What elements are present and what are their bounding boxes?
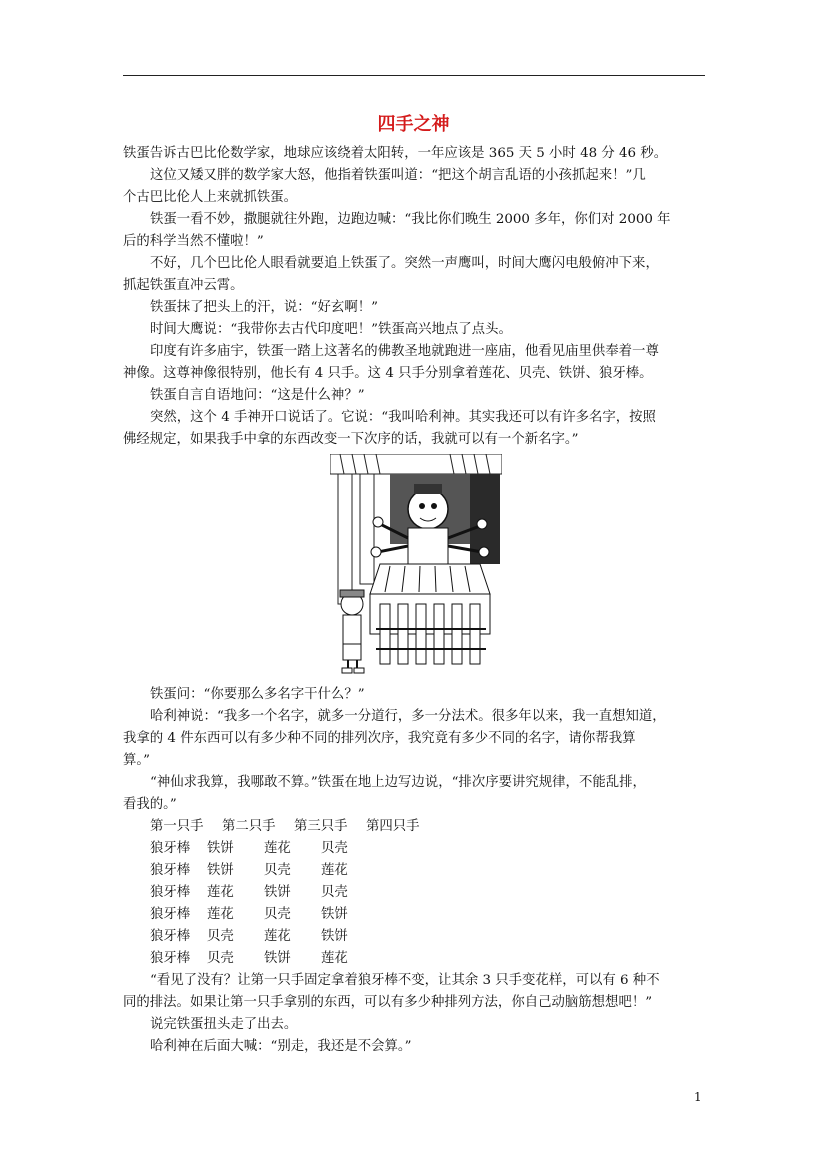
paragraph-line: 印度有许多庙宇，铁蛋一踏上这著名的佛教圣地就跑进一座庙，他看见庙里供奉着一尊 [150, 344, 659, 359]
paragraph-line: “看见了没有？让第一只手固定拿着狼牙棒不变，让其余 3 只手变花样，可以有 6 种不 [150, 973, 660, 988]
table-cell: 狼牙棒 [150, 885, 191, 900]
paragraph-line: 突然，这个 4 手神开口说话了。它说：“我叫哈利神。其实我还可以有许多名字，按照 [150, 410, 656, 425]
paragraph-line: 佛经规定，如果我手中拿的东西改变一下次序的话，我就可以有一个新名字。” [123, 432, 579, 447]
table-cell: 狼牙棒 [150, 907, 191, 922]
story-text-bottom [123, 970, 705, 1058]
paragraph-line: 哈利神说：“我多一个名字，就多一分道行，多一分法术。很多年以来，我一直想知道， [150, 709, 666, 724]
table-cell: 莲花 [207, 885, 234, 900]
table-cell: 贝壳 [264, 907, 291, 922]
table-cell: 贝壳 [321, 841, 348, 856]
table-row [150, 882, 732, 904]
table-cell: 莲花 [264, 929, 291, 944]
paragraph-line: 铁蛋一看不妙，撒腿就往外跑，边跑边喊：“我比你们晚生 2000 多年，你们对 2000 年 [150, 212, 671, 227]
header-rule [123, 75, 705, 76]
paragraph-line: 说完铁蛋扭头走了出去。 [150, 1017, 298, 1032]
table-row [150, 860, 732, 882]
table-header-cell: 第四只手 [366, 819, 420, 834]
paragraph-line: “神仙求我算，我哪敢不算。”铁蛋在地上边写边说，“排次序要讲究规律，不能乱排， [150, 775, 646, 790]
arrangement-table [123, 816, 732, 970]
paragraph-line: 不好，几个巴比伦人眼看就要追上铁蛋了。突然一声鹰叫，时间大鹰闪电般俯冲下来， [150, 256, 659, 271]
paragraph-line: 个古巴比伦人上来就抓铁蛋。 [123, 190, 298, 205]
table-cell: 贝壳 [207, 951, 234, 966]
table-row [150, 904, 732, 926]
page-number: 1 [694, 1090, 702, 1104]
paragraph-line: 看我的。” [123, 797, 177, 812]
paragraph-line: 算。” [123, 753, 150, 768]
paragraph-line: 这位又矮又胖的数学家大怒，他指着铁蛋叫道：“把这个胡言乱语的小孩抓起来！”几 [150, 168, 646, 183]
paragraph-line: 我拿的 4 件东西可以有多少种不同的排列次序，我究竟有多少不同的名字，请你帮我算 [123, 731, 636, 746]
four-armed-god-illustration [330, 454, 502, 676]
table-cell: 铁饼 [207, 863, 234, 878]
story-text-top [123, 143, 705, 451]
paragraph-line: 抓起铁蛋直冲云霄。 [123, 278, 244, 293]
table-cell: 莲花 [321, 863, 348, 878]
table-cell: 贝壳 [321, 885, 348, 900]
table-cell: 铁饼 [207, 841, 234, 856]
paragraph-line: 铁蛋抹了把头上的汗，说：“好玄啊！” [150, 300, 378, 315]
table-header-row [150, 816, 732, 838]
paragraph-line: 后的科学当然不懂啦！” [123, 234, 264, 249]
table-cell: 铁饼 [264, 885, 291, 900]
table-cell: 狼牙棒 [150, 841, 191, 856]
paragraph-line: 哈利神在后面大喊：“别走，我还是不会算。” [150, 1039, 412, 1054]
paragraph-line: 铁蛋告诉古巴比伦数学家，地球应该绕着太阳转，一年应该是 365 天 5 小时 48 分 46 秒。 [123, 146, 668, 161]
paragraph-line: 同的排法。如果让第一只手拿别的东西，可以有多少种排列方法，你自己动脑筋想想吧！” [123, 995, 653, 1010]
table-cell: 狼牙棒 [150, 863, 191, 878]
table-cell: 贝壳 [264, 863, 291, 878]
table-header-cell: 第一只手 [150, 819, 204, 834]
table-cell: 莲花 [264, 841, 291, 856]
paragraph-line: 铁蛋自言自语地问：“这是什么神？” [150, 388, 365, 403]
paragraph-line: 时间大鹰说：“我带你去古代印度吧！”铁蛋高兴地点了点头。 [150, 322, 512, 337]
page-title: 四手之神 [377, 114, 450, 135]
table-header-cell: 第二只手 [222, 819, 276, 834]
table-header-cell: 第三只手 [294, 819, 348, 834]
table-cell: 莲花 [207, 907, 234, 922]
table-row [150, 948, 732, 970]
paragraph-line: 铁蛋问：“你要那么多名字干什么？” [150, 687, 365, 702]
table-row [150, 838, 732, 860]
table-cell: 莲花 [321, 951, 348, 966]
table-row [150, 926, 732, 948]
table-cell: 铁饼 [321, 907, 348, 922]
table-cell: 狼牙棒 [150, 951, 191, 966]
story-text-middle [123, 684, 705, 816]
table-cell: 狼牙棒 [150, 929, 191, 944]
table-cell: 铁饼 [264, 951, 291, 966]
paragraph-line: 神像。这尊神像很特别，他长有 4 只手。这 4 只手分别拿着莲花、贝壳、铁饼、狼牙棒。 [123, 366, 653, 381]
table-cell: 铁饼 [321, 929, 348, 944]
table-cell: 贝壳 [207, 929, 234, 944]
